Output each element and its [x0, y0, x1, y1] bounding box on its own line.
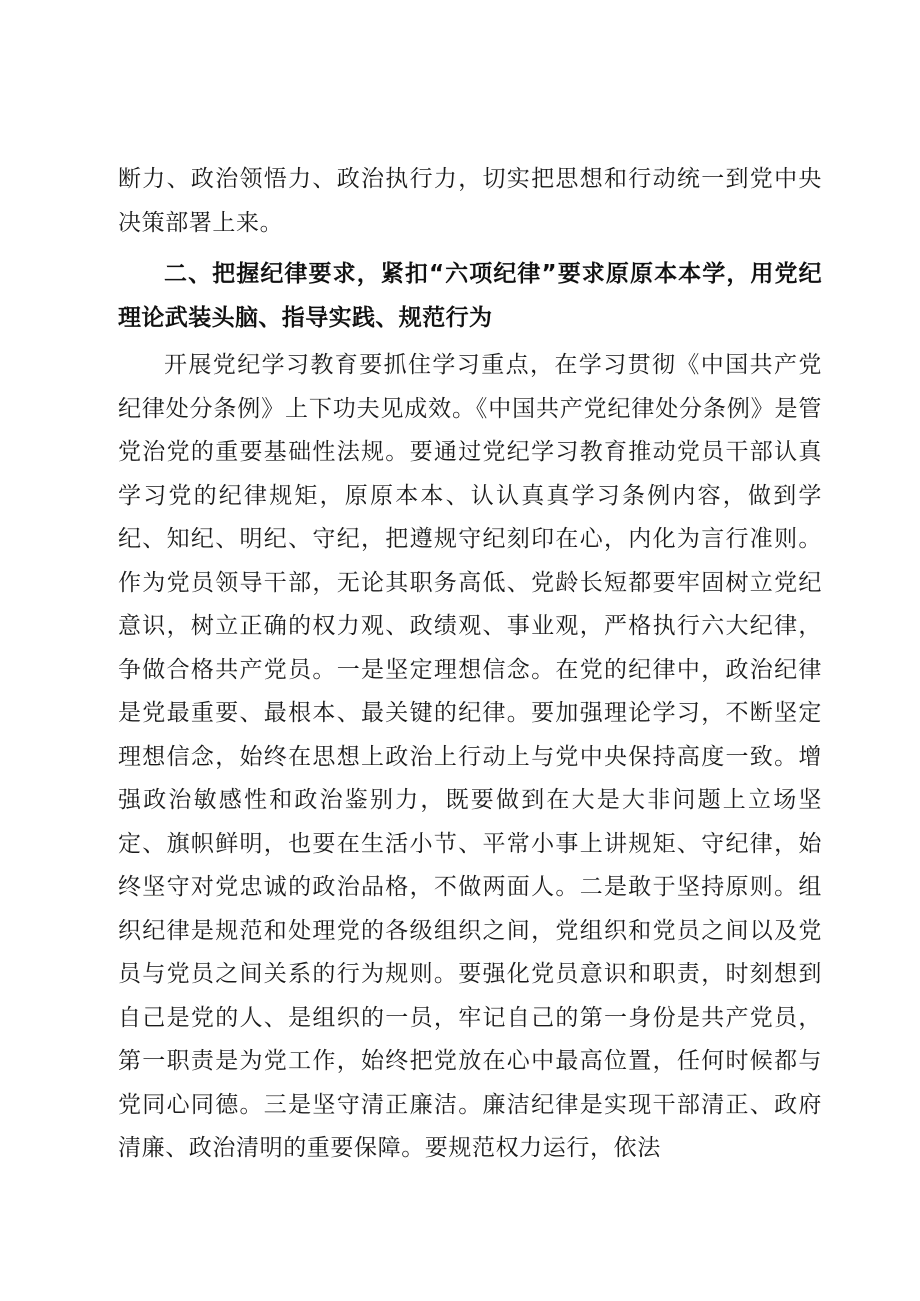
intro-paragraph: 断力、政治领悟力、政治执行力，切实把思想和行动统一到党中央决策部署上来。 — [118, 166, 822, 236]
body-paragraph: 开展党纪学习教育要抓住学习重点，在学习贯彻《中国共产党纪律处分条例》上下功夫见成效。《中国共产党纪律处分条例》是管党治党的重要基础性法规。要通过党纪学习教育推动党员干部认真学习党的纪律规矩，原原本本、认认真真学习条例内容，做到学纪、知纪、明纪、守纪，把遵规守纪刻印在心，内化为言行准则。作为党员领导干部，无论其职务高低、党龄长短都要牢固树立党纪意识，树立正确的权力观、政绩观、事业观，严格执行六大纪律，争做合格共产党员。一是坚定理想信念。在党的纪律中，政治纪律是党最重要、最根本、最关键的纪律。要加强理论学习，不断坚定理想信念，始终在思想上政治上行动上与党中央保持高度一致。增强政治敏感性和政治鉴别力，既要做到在大是大非问题上立场坚定、旗帜鲜明，也要在生活小节、平常小事上讲规矩、守纪律，始终坚守对党忠诚的政治品格，不做两面人。二是敢于坚持原则。组织纪律是规范和处理党的各级组织之间，党组织和党员之间以及党员与党员之间关系的行为规则。要强化党员意识和职责，时刻想到自己是党的人、是组织的一员，牢记自己的第一身份是共产党员，第一职责是为党工作，始终把党放在心中最高位置，任何时候都与党同心同德。三是坚守清正廉洁。廉洁纪律是实现干部清正、政府清廉、政治清明的重要保障。要规范权力运行，依法 — [118, 352, 822, 1161]
section-heading: 二、把握纪律要求，紧扣“六项纪律”要求原原本本学，用党纪理论武装头脑、指导实践、规范行为 — [118, 261, 822, 331]
document-body — [118, 158, 822, 1171]
